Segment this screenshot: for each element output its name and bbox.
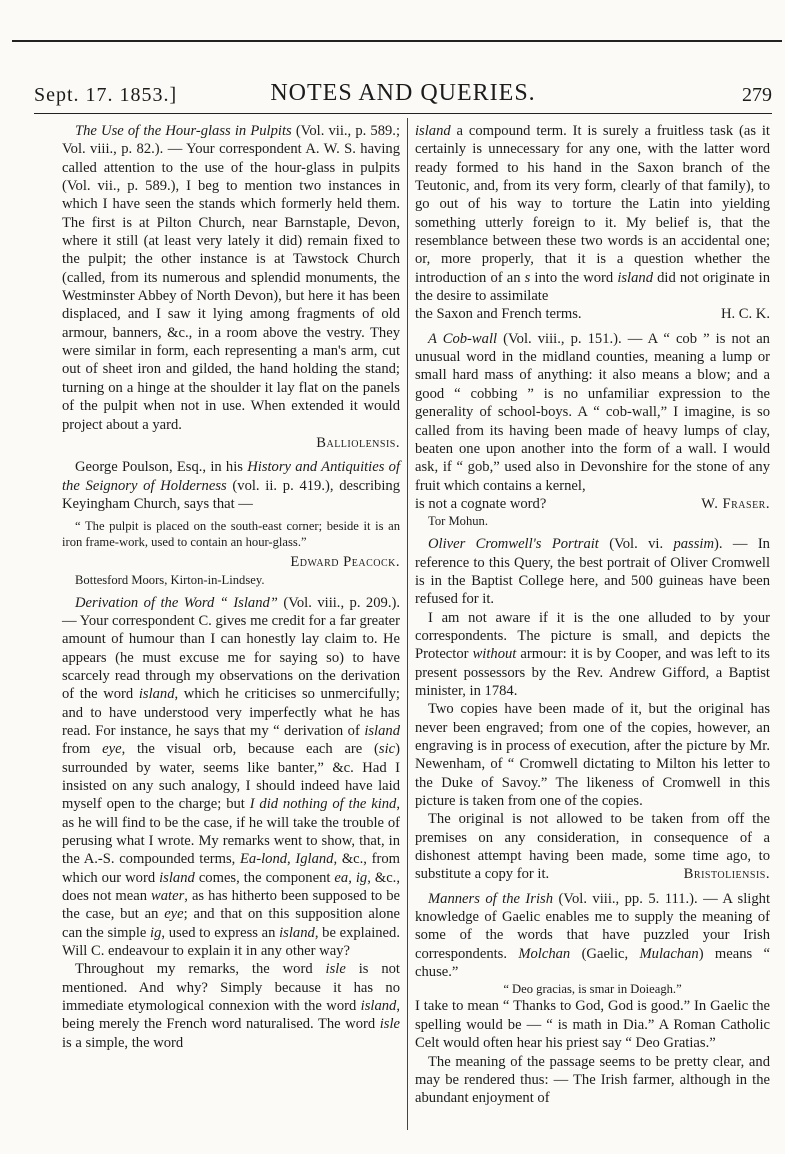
closing-line: is not a cognate word? W. Fraser.: [415, 495, 770, 512]
article-title: Oliver Cromwell's Portrait: [428, 536, 599, 553]
paragraph: Two copies have been made of it, but the original has never been engraved; from one of the copies, however, an engraving is in process of execution, after the picture by Mr. Newenham, of “ Cromwell dictating to Milton his letter to the Duke of Savoy.” The likeness of Cromwell in this picture is taken from one of the copies.: [415, 701, 770, 810]
paragraph-continued: island a compound term. It is surely a fruitless task (as it certainly is unnecessary for any one, with the latter word ready formed to his hand in the Saxon branch of the Teutonic, and, from its very form, clearly of that family), to go out of his way to torture the Latin into yielding something utterly foreign to it. My belief is, that the resemblance between these two words is an accidental one; or, more properly, that it is a question whether the introduction of an s into the word island did not originate in the desire to assimilate: [415, 123, 770, 305]
article-island: Derivation of the Word “ Island” (Vol. viii., p. 209.). — Your correspondent C. gives me credit for a far greater amount of humour than I can honestly lay claim to. He appears (he must excuse me for saying so) to have scarcely read through my observations on the derivation of the word island, which he criticises so unmercifully; and to have understood very imperfectly what he has read. For instance, he says that my “ derivation of island from eye, the visual orb, because each are (sic) surrounded by water, seems like banter,” &c. Had I insisted on any such analogy, I should indeed have laid myself open to the charge; but I did nothing of the kind, as he will find to be the case, if he will take the trouble of perusing what I wrote. My remarks went to show, that, in the A.-S. compounded terms, Ea-lond, Igland, &c., from which our word island comes, the component ea, ig, &c., does not mean water, as has hitherto been supposed to be the case, but an eye; and that on this supposition alone can the simple ig, used to express an island, be explained. Will C. endeavour to explain it in any other way?: [62, 594, 400, 960]
article-cob-wall: A Cob-wall (Vol. viii., p. 151.). — A “ cob ” is not an unusual word in the midland counties, meaning a lump or small hard mass of anything: it also means a blow; and a good “ cobbing ” is no unfamiliar expression to the generality of school-boys. A “ cob-wall,” I imagine, is so called from its having been made of heavy lumps of clay, beaten one upon another into the form of a wall. I would ask, if “ gob,” used also in Devonshire for the stone of any fruit which contains a kernel,: [415, 330, 770, 494]
article-title: The Use of the Hour-glass in Pulpits: [75, 123, 292, 139]
paragraph: The meaning of the passage seems to be pretty clear, and may be rendered thus: — The Irish farmer, although in the abundant enjoyment of: [415, 1053, 770, 1107]
right-column: [415, 122, 770, 1108]
page-number: 279: [742, 84, 772, 106]
article-hour-glass: The Use of the Hour-glass in Pulpits (Vol. vii., p. 589.; Vol. viii., p. 82.). — Your correspondent A. W. S. having called attention to the use of the hour-glass in pulpits (Vol. vii., p. 589.), I beg to mention two instances in which I have seen the stands which formerly held them. The first is at Pilton Church, near Barnstaple, Devon, where it still (at least very lately it did) remain fixed to the pulpit; the other instance is at Tawstock Church (called, from its numerous and splendid monuments, the Westminster Abbey of North Devon), but here it has been displaced, and I saw it lying among fragments of old armour, banners, &c., in a room above the vestry. They were similar in form, each representing a man's arm, cut out of sheet iron and gilded, the hand holding the stand; turning on a hinge at the shoulder it lay flat on the panels of the pulpit when not in use. When extended it would project about a yard.: [62, 123, 400, 433]
signature: Balliolensis.: [316, 434, 400, 451]
journal-title: NOTES AND QUERIES.: [270, 80, 536, 106]
signature-place: Bottesford Moors, Kirton-in-Lindsey.: [75, 572, 265, 587]
header-date: Sept. 17. 1853.]: [34, 84, 178, 106]
signature: H. C. K.: [720, 306, 770, 323]
article-title: Derivation of the Word “ Island”: [75, 594, 278, 611]
top-rule: [12, 40, 782, 42]
article-title: Manners of the Irish: [428, 890, 553, 907]
column-divider: [407, 118, 408, 1130]
page-header: [34, 80, 772, 110]
left-column: [62, 122, 400, 1052]
signature: Edward Peacock.: [290, 554, 400, 571]
signature: W. Fraser.: [701, 495, 770, 512]
article-poulson: George Poulson, Esq., in his History and Antiquities of the Seignory of Holderness (vol. ii. p. 419.), describing Keyingham Church, says that —: [62, 459, 400, 512]
block-quote: “ The pulpit is placed on the south-east corner; beside it is an iron frame-work, used to contain an hour-glass.”: [62, 519, 400, 550]
paragraph: Throughout my remarks, the word isle is not mentioned. And why? Simply because it has no immediate etymological connexion with the word island, being merely the French word naturalised. The word isle is a simple, the word: [62, 961, 400, 1051]
signature-place: Tor Mohun.: [428, 514, 488, 529]
article-title: A Cob-wall: [428, 330, 498, 347]
article-irish: Manners of the Irish (Vol. viii., pp. 5. 111.). — A slight knowledge of Gaelic enables me to supply the meaning of some of the words that have puzzled your Irish correspondents. Molchan (Gaelic, Mulachan) means “ chuse.”: [415, 890, 771, 981]
closing-line: the Saxon and French terms. H. C. K.: [415, 306, 770, 323]
paragraph: I take to mean “ Thanks to God, God is good.” In Gaelic the spelling would be — “ is math in Dia.” A Roman Catholic Celt would often hear his priest say “ Deo Gratias.”: [415, 998, 770, 1052]
paragraph: The original is not allowed to be taken from off the premises on any consideration, in consequence of a dishonest attempt having been made, some time ago, to substitute a copy for it. Bristoliensis.: [415, 811, 770, 883]
paragraph: I am not aware if it is the one alluded to by your correspondents. The picture is small, and depicts the Protector without armour: it is by Cooper, and was left to its present possessors by the Rev. Andrew Gifford, a Baptist minister, in 1784.: [415, 609, 770, 699]
signature: Bristoliensis.: [683, 866, 770, 883]
header-rule: [34, 113, 772, 114]
article-cromwell: Oliver Cromwell's Portrait (Vol. vi. passim). — In reference to this Query, the best portrait of Oliver Cromwell is in the Baptist College here, and 500 guineas have been refused for it.: [415, 536, 770, 608]
block-quote: “ Deo gracias, is smar in Doieagh.”: [503, 982, 682, 997]
